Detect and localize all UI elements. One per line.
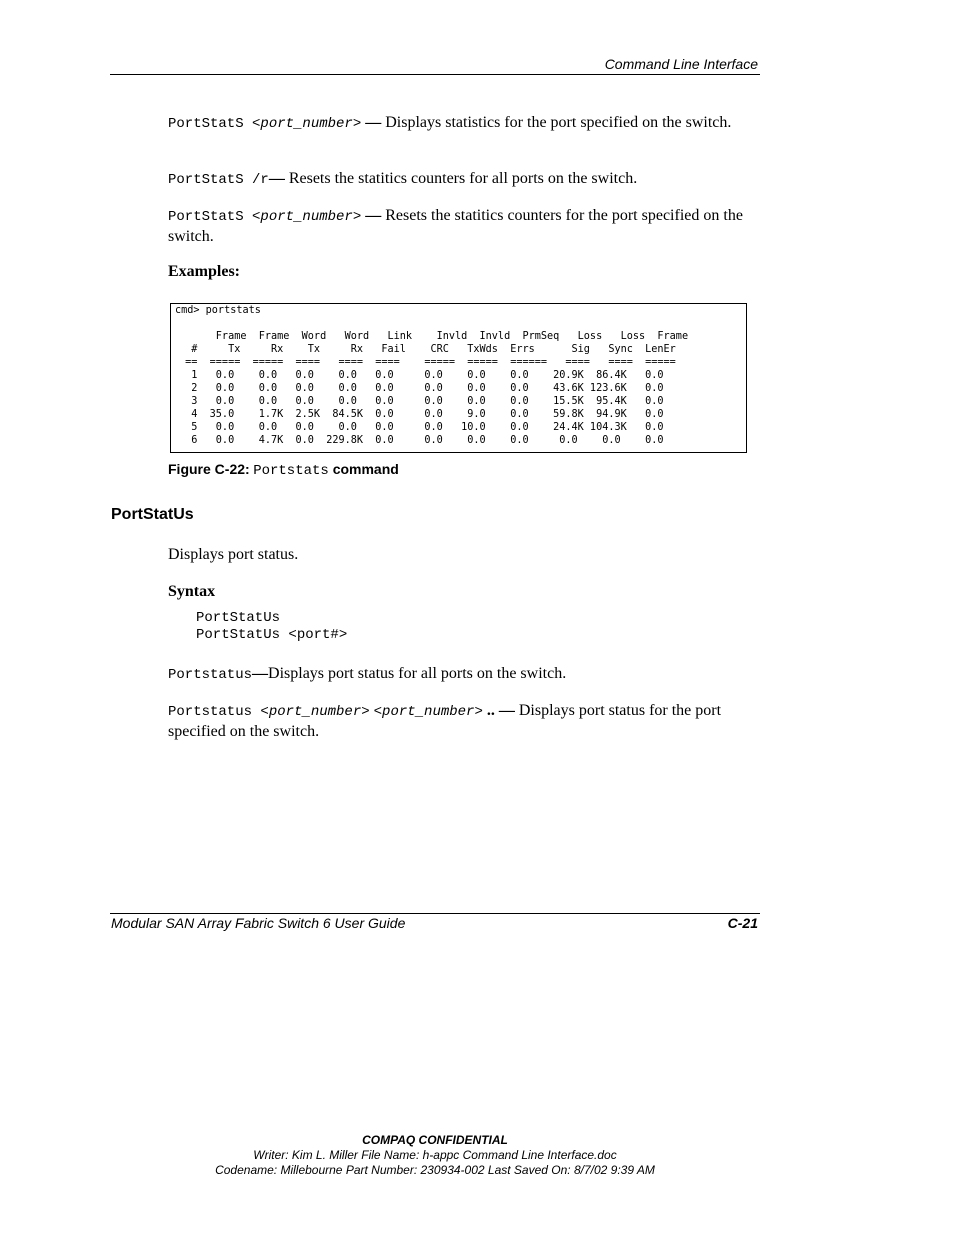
command-description: Displays port status for all ports on the switch. <box>268 665 567 682</box>
command-description: Resets the statitics counters for the port specified on the switch. <box>168 207 743 245</box>
command-portstatus-all <box>168 664 753 685</box>
command-portstats-reset-port <box>168 206 753 246</box>
command-separator: — <box>252 665 269 682</box>
command-description: Displays statistics for the port specified on the switch. <box>385 114 732 131</box>
running-header: Command Line Interface <box>604 56 758 72</box>
section-title: PortStatUs <box>111 506 194 523</box>
command-param: <port_number> <box>252 209 362 225</box>
terminal-row: 2 0.0 0.0 0.0 0.0 0.0 0.0 0.0 0.0 43.6K 123.6K 0.0 <box>179 383 664 394</box>
terminal-row: 6 0.0 4.7K 0.0 229.8K 0.0 0.0 0.0 0.0 0.0 0.0 0.0 <box>179 435 664 446</box>
command-portstats-port <box>168 113 753 134</box>
terminal-prompt: cmd> portstats <box>175 305 261 316</box>
confidential-footer <box>0 1133 870 1178</box>
terminal-header-line-2: # Tx Rx Tx Rx Fail CRC TxWds Errs Sig Sync LenEr <box>179 344 676 355</box>
command-code: PortStatS <box>168 209 253 225</box>
guide-title: Modular SAN Array Fabric Switch 6 User Guide <box>111 915 406 931</box>
portstats-figure <box>170 303 747 453</box>
command-portstatus-port <box>168 701 753 741</box>
command-code: Portstatus <box>168 667 253 683</box>
terminal-row: 1 0.0 0.0 0.0 0.0 0.0 0.0 0.0 0.0 20.9K 86.4K 0.0 <box>179 370 664 381</box>
command-code: PortStatS /r <box>168 172 269 188</box>
command-param: <port_number> <box>260 704 370 720</box>
terminal-row: 5 0.0 0.0 0.0 0.0 0.0 0.0 10.0 0.0 24.4K 104.3K 0.0 <box>179 422 664 433</box>
section-description: Displays port status. <box>168 546 299 563</box>
footer-rule <box>110 913 760 914</box>
syntax-line: PortStatUs <port#> <box>196 627 348 643</box>
terminal-row: 3 0.0 0.0 0.0 0.0 0.0 0.0 0.0 0.0 15.5K 95.4K 0.0 <box>179 396 664 407</box>
command-separator: — <box>268 170 285 187</box>
figure-suffix: command <box>328 461 399 477</box>
command-separator: — <box>361 207 386 224</box>
terminal-row: 4 35.0 1.7K 2.5K 84.5K 0.0 0.0 9.0 0.0 59.8K 94.9K 0.0 <box>179 409 664 420</box>
command-description: Resets the statitics counters for all ports on the switch. <box>284 170 638 187</box>
command-description: Displays port status for the port specified on the switch. <box>168 702 722 740</box>
terminal-separator: == ===== ===== ==== ==== ==== ===== ===== ====== ==== ==== ===== <box>179 357 676 368</box>
syntax-heading: Syntax <box>168 583 216 600</box>
command-param: <port_number> <box>252 116 362 132</box>
writer-line: Writer: Kim L. Miller File Name: h-appc Command Line Interface.doc <box>253 1148 617 1162</box>
command-code: PortStatS <box>168 116 253 132</box>
codename-line: Codename: Millebourne Part Number: 230934-002 Last Saved On: 8/7/02 9:39 AM <box>215 1163 655 1177</box>
terminal-header-line-1: Frame Frame Word Word Link Invld Invld PrmSeq Loss Loss Frame <box>179 331 689 342</box>
page-number: C-21 <box>727 915 758 931</box>
figure-caption <box>168 461 399 479</box>
examples-heading: Examples: <box>168 263 240 280</box>
confidential-label: COMPAQ CONFIDENTIAL <box>362 1133 508 1147</box>
syntax-line: PortStatUs <box>196 610 281 626</box>
figure-label: Figure C-22: <box>168 461 250 477</box>
command-separator: — <box>361 114 386 131</box>
command-param: <port_number> <box>373 704 483 720</box>
command-separator: .. — <box>482 702 519 719</box>
figure-code: Portstats <box>253 463 329 479</box>
command-portstats-reset <box>168 169 753 190</box>
command-code: Portstatus <box>168 704 261 720</box>
header-rule <box>110 74 760 75</box>
